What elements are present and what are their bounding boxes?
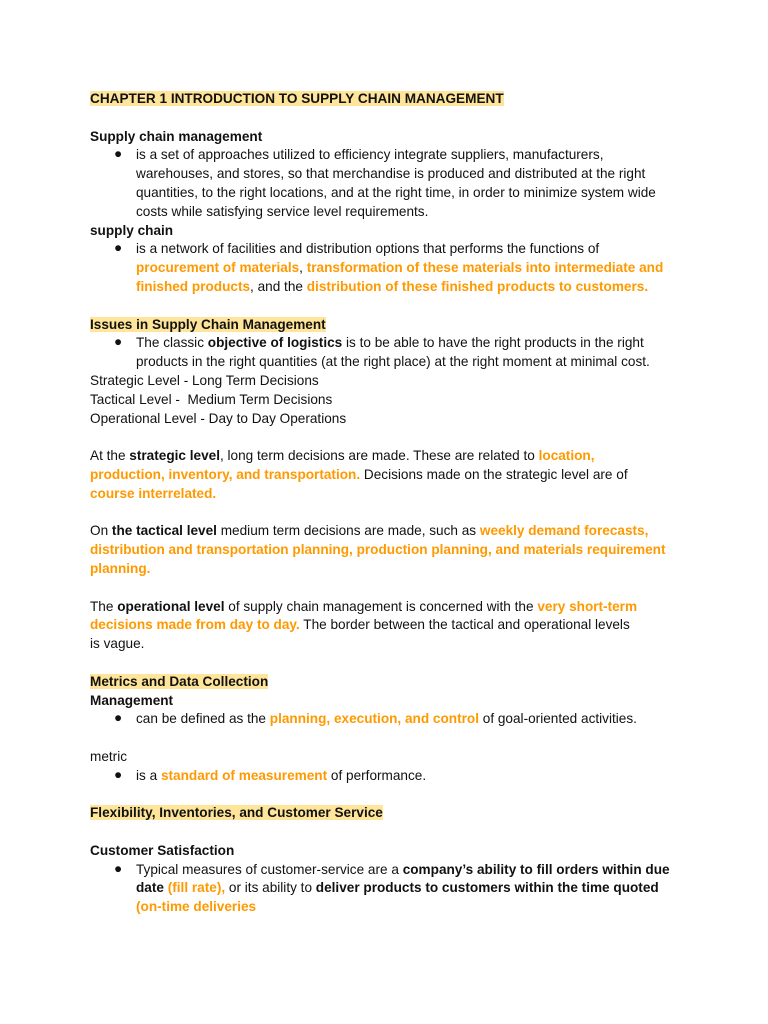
tactical-hl-c: planning. — [90, 560, 151, 576]
operational-line-3: is vague. — [90, 636, 145, 652]
strategic-pre: At the — [90, 448, 130, 464]
strategic-line-1 — [90, 447, 680, 466]
cs-pre: Typical measures of customer-service are a — [136, 861, 403, 877]
cs-line-2 — [136, 879, 680, 898]
sc-hl-procurement: procurement of materials — [136, 260, 300, 276]
flex-heading-text: Flexibility, Inventories, and Customer Service — [90, 805, 383, 821]
scm-line-3: quantities, to the right locations, and at the right time, in order to minimize system wide — [136, 184, 656, 200]
bullet-dot: ● — [114, 240, 123, 256]
issues-heading-text: Issues in Supply Chain Management — [90, 316, 326, 332]
level-strategic: Strategic Level - Long Term Decisions — [90, 372, 319, 388]
operational-line-1 — [90, 598, 680, 617]
sc-bullet — [90, 240, 680, 296]
bullet-dot: ● — [114, 710, 123, 726]
sc-hl-distribution: distribution of these finished products to customers. — [306, 278, 649, 294]
cs-hl-2: (on-time deliveries — [136, 899, 257, 915]
metric-pre: is a — [136, 767, 161, 783]
sc-sep-1: , — [299, 260, 307, 276]
sc-heading: supply chain — [90, 222, 174, 238]
strategic-line-2 — [90, 466, 680, 485]
operational-pre: The — [90, 598, 118, 614]
strategic-mid: , long term decisions are made. These are related to — [219, 448, 539, 464]
issues-bold: objective of logistics — [207, 335, 343, 351]
cs-bold-1a: company’s ability to fill orders within due — [402, 861, 670, 877]
strategic-mid-2: Decisions made on the strategic level are of — [360, 466, 628, 482]
metrics-heading — [90, 673, 680, 692]
operational-post: The border between the tactical and operational levels — [299, 617, 630, 633]
bullet-dot: ● — [114, 860, 123, 876]
sc-line-2 — [136, 259, 680, 278]
customer-satisfaction-bullet — [90, 861, 680, 917]
issues-pre: The classic — [136, 335, 208, 351]
issues-bullet — [90, 334, 680, 372]
operational-line-2 — [90, 616, 680, 635]
management-post: of goal-oriented activities. — [478, 711, 637, 727]
tactical-bold: the tactical level — [111, 523, 217, 539]
strategic-hl-1b: production, inventory, and transportation. — [90, 466, 361, 482]
cs-line-3 — [136, 898, 680, 917]
operational-mid: of supply chain management is concerned with the — [224, 598, 538, 614]
customer-satisfaction-heading: Customer Satisfaction — [90, 842, 235, 858]
strategic-line-3 — [90, 485, 680, 504]
bullet-dot: ● — [114, 766, 123, 782]
operational-hl-a: very short-term — [537, 598, 638, 614]
operational-bold: operational level — [117, 598, 225, 614]
management-line — [136, 710, 680, 729]
metric-bullet — [90, 767, 680, 786]
flex-heading — [90, 804, 680, 823]
metric-line — [136, 767, 680, 786]
management-hl: planning, execution, and control — [269, 711, 479, 727]
scm-heading: Supply chain management — [90, 128, 263, 144]
tactical-mid: medium term decisions are made, such as — [216, 523, 480, 539]
sc-line-3 — [136, 278, 680, 297]
tactical-hl-a: weekly demand forecasts, — [479, 523, 649, 539]
cs-bold-1b: date — [136, 880, 164, 896]
issues-heading — [90, 316, 680, 335]
management-heading: Management — [90, 692, 174, 708]
tactical-pre: On — [90, 523, 112, 539]
metric-post: of performance. — [327, 767, 427, 783]
bullet-dot: ● — [114, 334, 123, 350]
issues-post: is to be able to have the right products in the right — [342, 335, 644, 351]
strategic-hl-1a: location, — [538, 448, 595, 464]
chapter-title-text: CHAPTER 1 INTRODUCTION TO SUPPLY CHAIN MANAGEMENT — [90, 91, 504, 106]
scm-line-1: is a set of approaches utilized to efficiency integrate suppliers, manufacturers, — [136, 147, 604, 163]
cs-line-1 — [136, 861, 680, 880]
issues-line-2: products in the right quantities (at the right place) at the right moment at minimal cost. — [136, 354, 650, 370]
operational-hl-b: decisions made from day to day. — [90, 617, 300, 633]
bullet-dot: ● — [114, 146, 123, 162]
metric-heading: metric — [90, 748, 128, 764]
strategic-hl-2: course interrelated. — [90, 485, 217, 501]
scm-line-4: costs while satisfying service level requirements. — [136, 203, 429, 219]
scm-line-2: warehouses, and stores, so that merchandise is produced and distributed at the right — [136, 166, 646, 182]
tactical-line-1 — [90, 522, 680, 541]
strategic-bold: strategic level — [129, 448, 220, 464]
scm-bullet — [90, 146, 680, 221]
sc-hl-transformation-a: transformation of these materials into intermediate and — [306, 260, 664, 276]
chapter-title — [90, 90, 680, 109]
cs-hl-1: (fill rate), — [163, 880, 226, 896]
document-body — [90, 90, 680, 917]
management-pre: can be defined as the — [136, 711, 270, 727]
tactical-line-3 — [90, 560, 680, 579]
sc-sep-2: , and the — [250, 278, 307, 294]
metrics-heading-text: Metrics and Data Collection — [90, 673, 269, 689]
cs-mid: or its ability to — [225, 880, 316, 896]
cs-bold-2: deliver products to customers within the time quoted — [315, 880, 659, 896]
tactical-line-2 — [90, 541, 680, 560]
sc-line-1: is a network of facilities and distribution options that performs the functions of — [136, 241, 600, 257]
level-operational: Operational Level - Day to Day Operations — [90, 410, 347, 426]
metric-hl: standard of measurement — [160, 767, 328, 783]
issues-line-1 — [136, 334, 680, 353]
management-bullet — [90, 710, 680, 729]
tactical-hl-b: distribution and transportation planning, production planning, and materials requirement — [90, 542, 666, 558]
level-tactical: Tactical Level - Medium Term Decisions — [90, 391, 333, 407]
sc-hl-transformation-b: finished products — [136, 278, 251, 294]
